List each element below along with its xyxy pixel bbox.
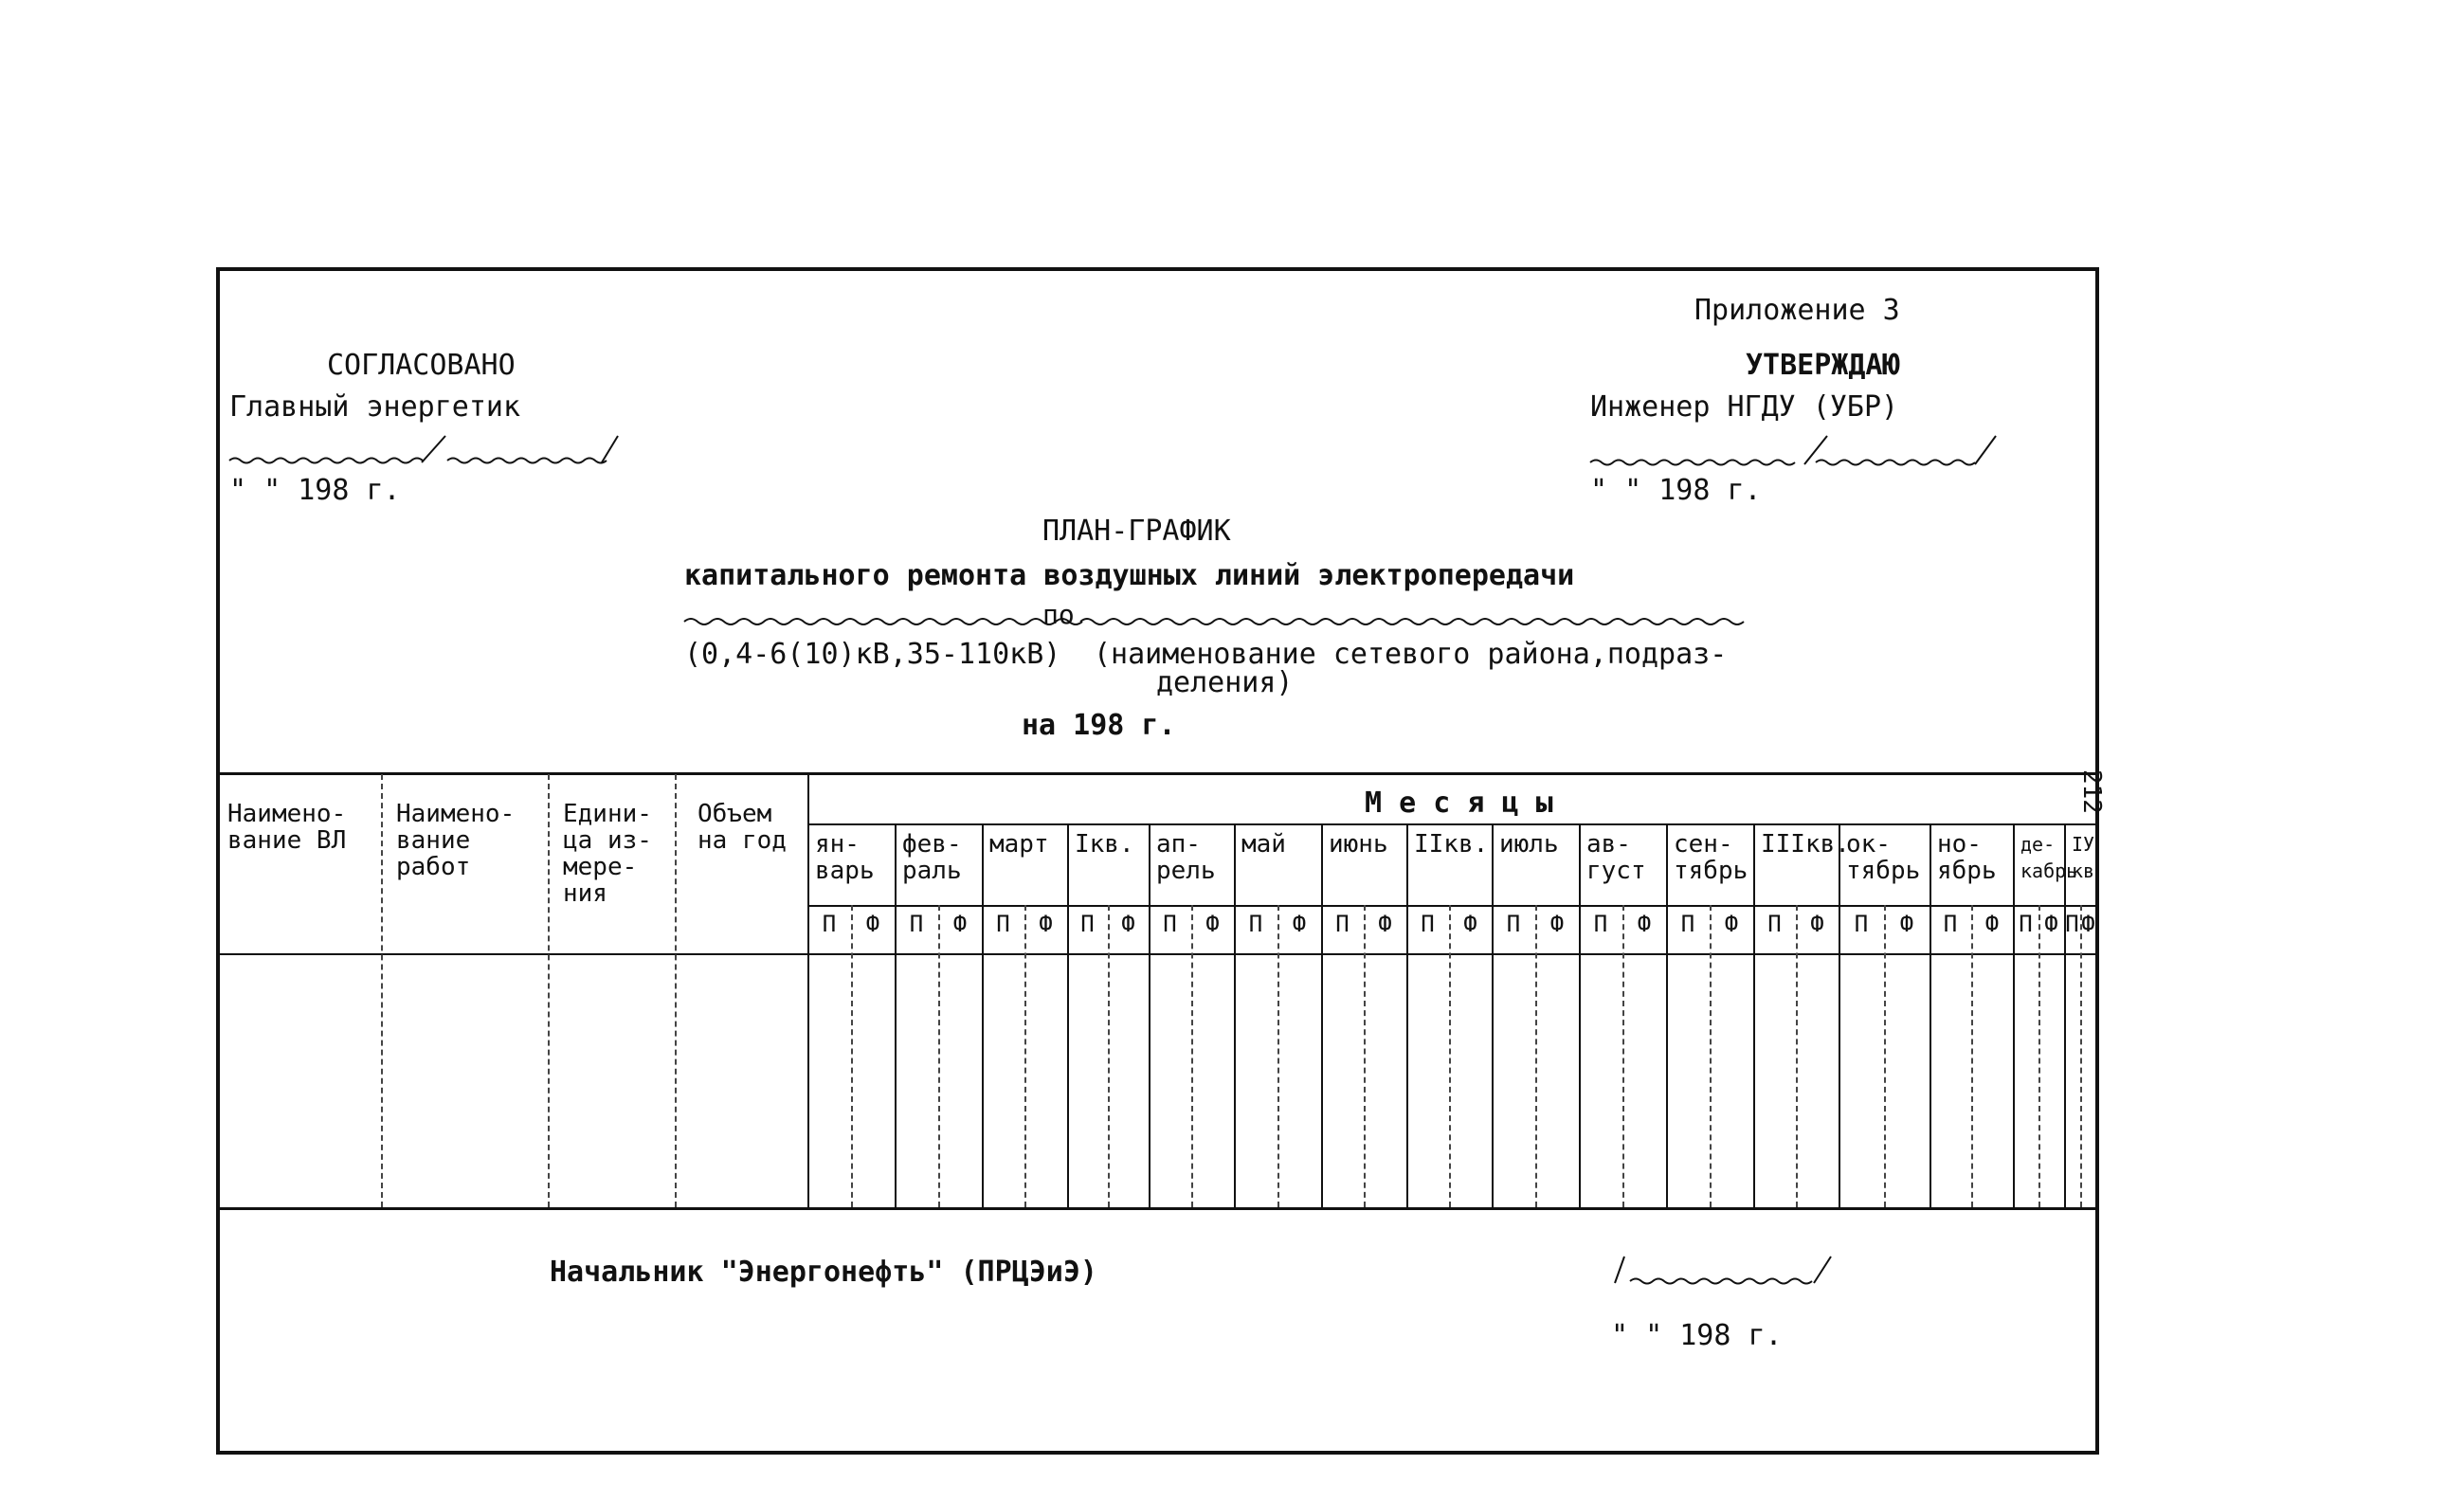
plan-fact-divider [1277,905,1279,1207]
month-header [902,831,962,884]
month-divider [1839,823,1840,1207]
voltage-caption: (0,4-6(10)кВ,35-110кВ) [684,638,1061,671]
month-header-line: май [1241,830,1286,859]
footer-date: " " 198 г. [1611,1319,1783,1352]
plan-fact-divider [1024,905,1026,1207]
plan-fact-divider [1884,905,1886,1207]
month-header-line: рель [1156,857,1216,885]
plan-label: П [2019,911,2033,937]
month-header-line: ок- [1846,830,1891,859]
appendix-label: Приложение 3 [1694,294,1900,327]
month-header [1761,831,1850,858]
approval-left-signature-line [227,432,625,470]
fact-label: Ф [1039,911,1053,937]
month-header [989,831,1049,858]
column-divider [381,774,383,1207]
plan-label: П [1506,911,1521,937]
title-fill-line [682,606,1753,631]
fact-label: Ф [1463,911,1477,937]
district-caption-continued: деления) [1156,666,1294,699]
approval-right-date: " " 198 г. [1590,474,1762,507]
plan-label: П [1335,911,1350,937]
plan-label: П [996,911,1010,937]
month-divider [1406,823,1408,1207]
table-bottom-rule [220,1207,2096,1210]
fact-label: Ф [1724,911,1739,937]
plan-fact-rule [807,905,2096,907]
approval-right-position: Инженер НГДУ (УБР) [1590,390,1899,424]
month-header [1674,831,1748,884]
month-header [1937,831,1997,884]
column-header-unit: Едини- ца из- мере- ния [563,800,652,908]
month-header [1499,831,1559,858]
month-divider [2013,823,2015,1207]
month-header-line: раль [902,857,962,885]
month-divider [1930,823,1931,1207]
month-header-line: ав- [1586,830,1631,859]
column-header-volume: Объем на год [698,800,787,855]
column-header-vl-name: Наимено- вание ВЛ [227,800,347,855]
month-header [1329,831,1388,858]
page-subtitle: капитального ремонта воздушных линий электропередачи [684,559,1575,592]
month-header-line: фев- [902,830,962,859]
plan-label: П [1163,911,1177,937]
month-divider [1067,823,1069,1207]
month-divider [1579,823,1581,1207]
plan-fact-divider [1710,905,1712,1207]
plan-fact-divider [2038,905,2040,1207]
plan-fact-divider [1108,905,1110,1207]
plan-label: П [909,911,924,937]
month-header [2072,831,2094,884]
column-divider [675,774,677,1207]
plan-label: П [1854,911,1869,937]
district-caption: (наименование сетевого района,подраз- [1094,638,1728,671]
month-header [1586,831,1646,884]
month-header [815,831,875,884]
month-header [1846,831,1920,884]
plan-fact-divider [851,905,853,1207]
month-divider [1492,823,1494,1207]
month-header-line: ябрь [1937,857,1997,885]
column-divider [548,774,550,1207]
month-header-line: варь [815,857,875,885]
plan-fact-divider [1796,905,1798,1207]
month-header-line: тябрь [1846,857,1921,885]
fact-label: Ф [1984,911,2000,937]
month-header-line: IIкв. [1414,830,1489,859]
months-header-rule [807,823,2096,825]
month-header-line: IIIкв. [1761,830,1850,859]
plan-label: П [2065,911,2079,937]
month-divider [982,823,984,1207]
fact-label: Ф [1205,911,1220,937]
approval-left-heading: СОГЛАСОВАНО [327,349,516,382]
plan-label: П [1767,911,1782,937]
plan-fact-divider [1971,905,1973,1207]
header-bottom-rule [220,953,2096,955]
plan-fact-divider [1449,905,1451,1207]
fact-label: Ф [2081,911,2095,937]
month-header-line: Iкв. [1075,830,1134,859]
approval-left-date: " " 198 г. [229,474,401,507]
fact-label: Ф [1810,911,1824,937]
month-divider [1149,823,1150,1207]
month-header-line: сен- [1674,830,1733,859]
month-divider [2064,823,2066,1207]
month-header-line: июнь [1329,830,1388,859]
month-header [1241,831,1286,858]
footer-signature-label: Начальник "Энергонефть" (ПРЦЭиЭ) [550,1256,1097,1289]
approval-right-signature-line [1588,432,2005,470]
month-divider [1321,823,1323,1207]
column-header-works-name: Наимено- вание работ [396,800,516,881]
month-header-line: тябрь [1674,857,1748,885]
plan-label: П [1680,911,1695,937]
plan-label: П [1593,911,1608,937]
month-header-line: ян- [815,830,860,859]
month-header-line: ап- [1156,830,1201,859]
month-divider [1753,823,1755,1207]
page-title: ПЛАН-ГРАФИК [1042,515,1231,548]
fact-label: Ф [1121,911,1135,937]
fact-label: Ф [1637,911,1652,937]
table-top-rule [220,772,2096,775]
months-header: М е с я ц ы [1365,787,1553,820]
month-header-line: но- [1937,830,1982,859]
month-header-line: де- [2020,833,2056,856]
plan-label: П [1421,911,1435,937]
month-header-line: июль [1499,830,1559,859]
month-header-line: кв [2072,859,2095,882]
plan-label: П [1080,911,1095,937]
plan-fact-divider [1364,905,1366,1207]
fact-label: Ф [1899,911,1914,937]
month-header-line: IУ [2072,833,2095,856]
month-header [1156,831,1216,884]
plan-label: П [822,911,837,937]
fact-label: Ф [865,911,880,937]
month-header-line: кабрь [2020,859,2078,882]
margin-page-note: 212 [2077,769,2106,814]
month-divider [895,823,897,1207]
fact-label: Ф [2044,911,2058,937]
month-header [2020,831,2077,884]
plan-label: П [1248,911,1263,937]
month-divider [1234,823,1236,1207]
month-header-line: март [989,830,1049,859]
plan-year: на 198 г. [1022,709,1176,742]
month-header [1414,831,1488,858]
approval-right-heading: УТВЕРЖДАЮ [1746,349,1900,382]
plan-fact-divider [938,905,940,1207]
plan-fact-divider [2080,905,2082,1207]
month-header-line: густ [1586,857,1646,885]
plan-label: П [1943,911,1958,937]
title-po: по [1042,599,1075,630]
approval-left-position: Главный энергетик [229,390,521,424]
column-divider [807,774,809,1207]
month-divider [1666,823,1668,1207]
fact-label: Ф [1378,911,1392,937]
footer-signature-line [1611,1251,1839,1289]
fact-label: Ф [952,911,968,937]
plan-fact-divider [1191,905,1193,1207]
plan-fact-divider [1622,905,1624,1207]
fact-label: Ф [1549,911,1565,937]
plan-fact-divider [1535,905,1537,1207]
month-header [1075,831,1134,858]
fact-label: Ф [1292,911,1307,937]
